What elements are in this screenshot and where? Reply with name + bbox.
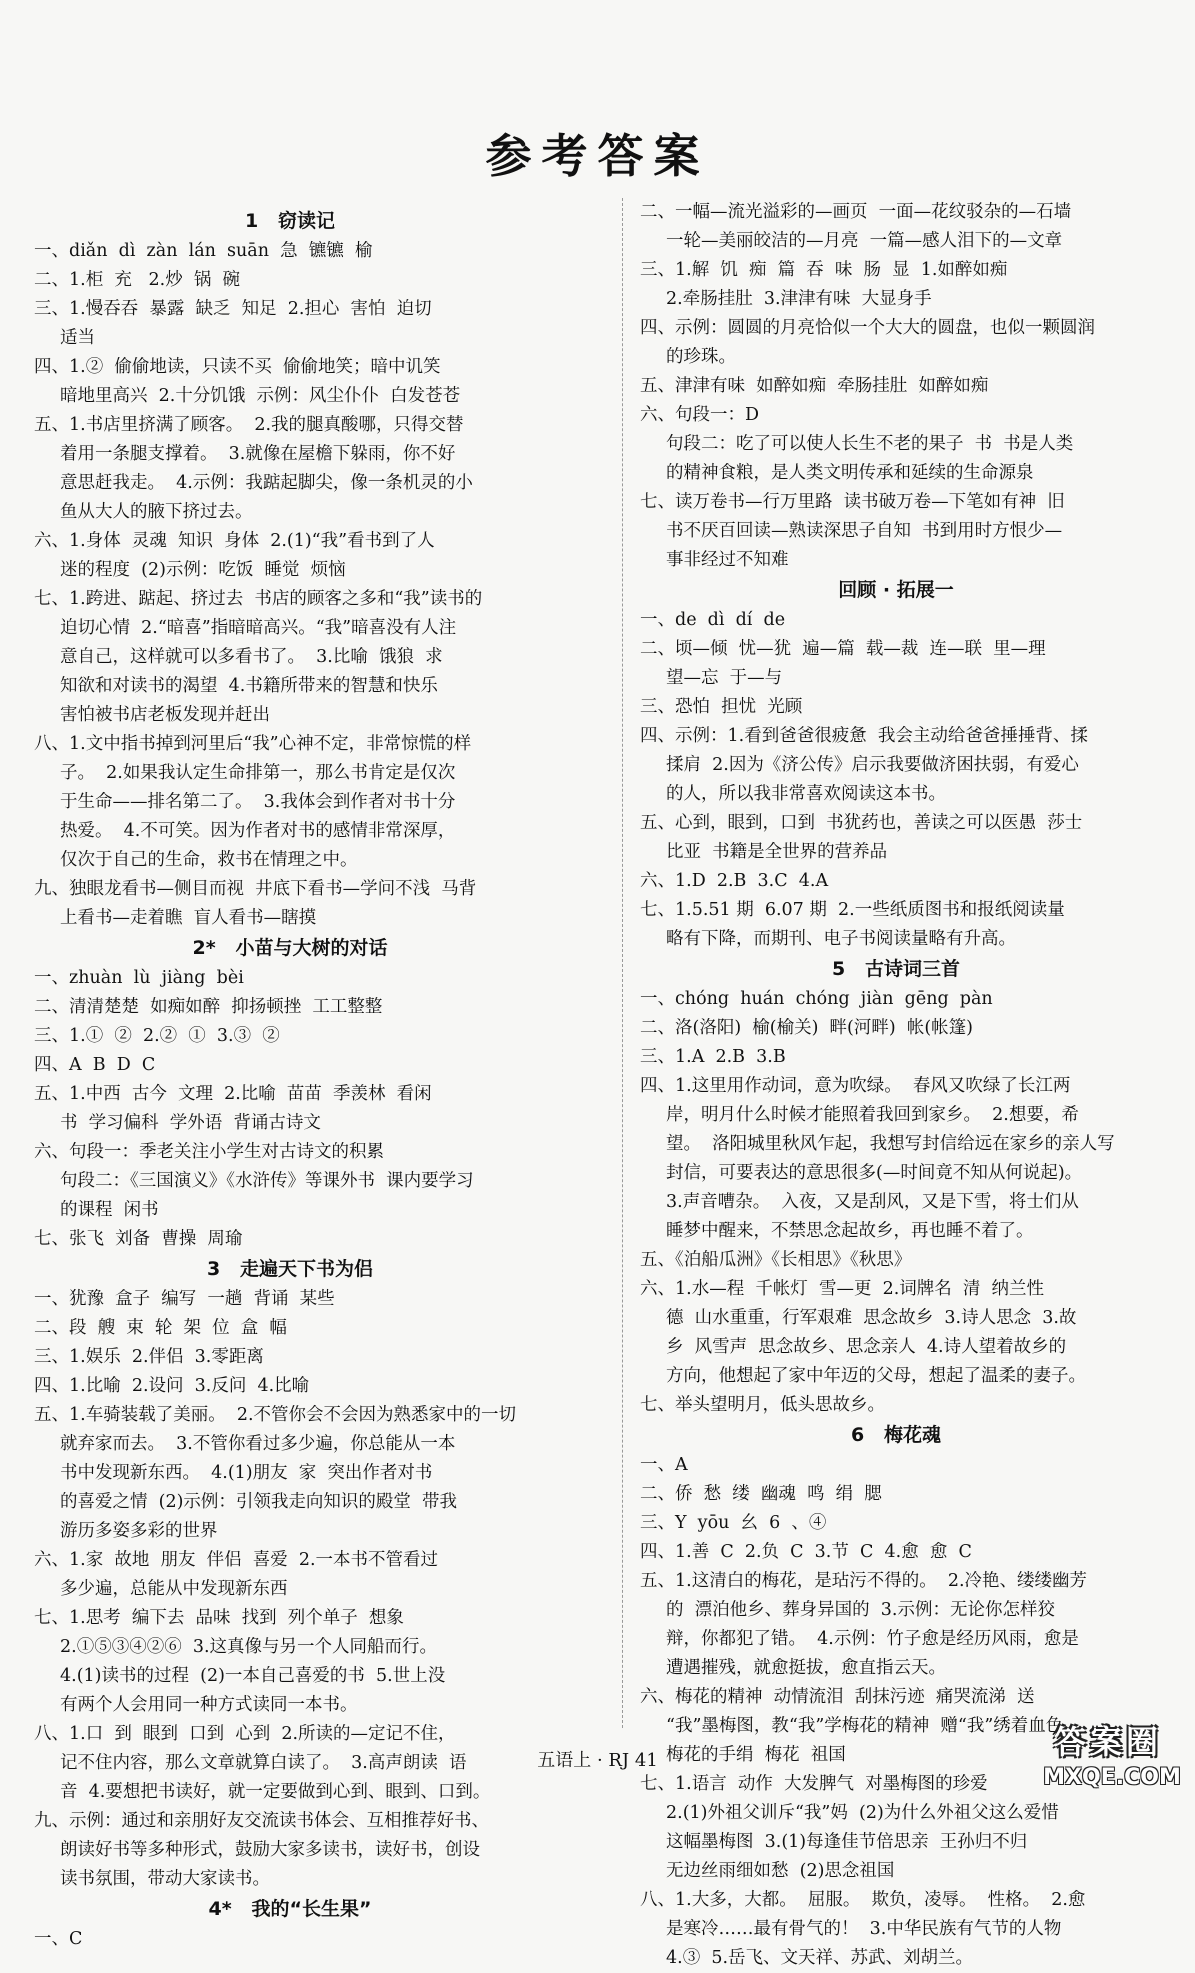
answer-line: 四、1.善 C 2.负 C 3.节 C 4.愈 愈 C [640,1542,972,1562]
answer-line: 望。 洛阳城里秋风乍起，我想写封信给远在家乡的亲人写 [666,1134,1115,1154]
answer-line: 五、1.车骑装载了美丽。 2.不管你会不会因为熟悉家中的一切 [34,1405,517,1425]
answer-line: 的喜爱之情 (2)示例：引领我走向知识的殿堂 带我 [60,1492,458,1512]
answer-line: 二、1.柜 充 2.炒 锅 碗 [34,270,240,290]
section-heading: 1 窃读记 [244,210,336,232]
answer-line: 书中发现新东西。 4.(1)朋友 家 突出作者对书 [60,1463,433,1483]
answer-line: 的珍珠。 [666,347,736,367]
answer-line: 七、张飞 刘备 曹操 周瑜 [34,1229,243,1249]
answer-line: 德 山水重重，行军艰难 思念故乡 3.诗人思念 3.故 [666,1308,1077,1328]
answer-line: 句段二：《三国演义》《水浒传》等课外书 课内要学习 [60,1171,474,1191]
answer-line: 记不住内容，那么文章就算白读了。 3.高声朗读 语 [60,1753,467,1773]
answer-line: 六、句段一：季老关注小学生对古诗文的积累 [34,1142,384,1162]
answer-line: 热爱。 4.不可笑。因为作者对书的感情非常深厚， [60,821,456,841]
answer-line: 六、句段一：D [640,405,760,425]
answer-line: 二、顷—倾 忧—犹 遍—篇 载—裁 连—联 里—理 [640,639,1046,659]
answer-line: 着用一条腿支撑着。 3.就像在屋檐下躲雨，你不好 [60,444,456,464]
section-heading: 6 梅花魂 [850,1424,942,1446]
answer-line: 七、1.语言 动作 大发脾气 对墨梅图的珍爱 [640,1774,988,1794]
answer-line: 乡 风雪声 思念故乡、思念亲人 4.诗人望着故乡的 [666,1337,1067,1357]
answer-line: 一、zhuàn lù jiàng bèi [34,968,244,988]
answer-line: 这幅墨梅图 3.(1)每逢佳节倍思亲 王孙归不归 [666,1832,1028,1852]
answer-line: 一、diǎn dì zàn lán suān 急 镳镳 榆 [34,241,373,261]
answer-line: 岸，明月什么时候才能照着我回到家乡。 2.想要，希 [666,1105,1079,1125]
answer-line: 八、1.口 到 眼到 口到 心到 2.所读的—定记不住， [34,1724,456,1744]
answer-line: 的人，所以我非常喜欢阅读这本书。 [666,784,946,804]
watermark-logo [1037,1722,1187,1792]
answer-line: 六、1.身体 灵魂 知识 身体 2.(1)“我”看书到了人 [34,531,435,551]
answer-line: 五、1.书店里挤满了顾客。 2.我的腿真酸哪，只得交替 [34,415,464,435]
answer-line: 五、心到，眼到，口到 书犹药也，善读之可以医愚 莎士 [640,813,1083,833]
answer-line: 的精神食粮，是人类文明传承和延续的生命源泉 [666,463,1034,483]
answer-line: 二、一幅—流光溢彩的—画页 一面—花纹驳杂的—石墙 [640,202,1072,222]
answer-line: 一、chóng huán chóng jiàn gēng pàn [640,989,993,1009]
answer-line: 六、梅花的精神 动情流泪 刮抹污迹 痛哭流涕 送 [640,1687,1035,1707]
answer-line: 揉肩 2.因为《济公传》启示我要做济困扶弱，有爱心 [666,755,1079,775]
answer-line: 六、1.家 故地 朋友 伴侣 喜爱 2.一本书不管看过 [34,1550,439,1570]
answer-line: 害怕被书店老板发现并赶出 [60,705,270,725]
answer-line: 一、C [34,1929,83,1949]
answer-line: 读书氛围，带动大家读书。 [60,1869,270,1889]
answer-line: 有两个人会用同一种方式读同一本书。 [60,1695,358,1715]
answer-line: 三、1.A 2.B 3.B [640,1047,786,1067]
answer-line: 七、1.5.51 期 6.07 期 2.一些纸质图书和报纸阅读量 [640,900,1065,920]
answer-line: 于生命——排名第二了。 3.我体会到作者对书十分 [60,792,456,812]
answer-line: 知欲和对读书的渴望 4.书籍所带来的智慧和快乐 [60,676,438,696]
answer-line: 无边丝雨细如愁 (2)思念祖国 [666,1861,895,1881]
answer-line: 句段二：吃了可以使人长生不老的果子 书 书是人类 [666,434,1074,454]
answer-line: 五、1.这清白的梅花，是玷污不得的。 2.冷艳、缕缕幽芳 [640,1571,1088,1591]
page-title: 参考答案 [485,129,710,183]
answer-line: 四、示例：1.看到爸爸很疲惫 我会主动给爸爸捶捶背、揉 [640,726,1088,746]
answer-line: 一、犹豫 盒子 编写 一趟 背诵 某些 [34,1289,335,1309]
answer-line: 2.①⑤③④②⑥ 3.这真像与另一个人同船而行。 [60,1637,438,1657]
answer-line: 七、读万卷书—行万里路 读书破万卷—下笔如有神 旧 [640,492,1065,512]
answer-column-left [34,206,546,1949]
answer-line: 仅次于自己的生命，救书在情理之中。 [60,850,358,870]
answer-line: 就弃家而去。 3.不管你看过多少遍，你总能从一本 [60,1434,456,1454]
answer-line: 五、1.中西 古今 文理 2.比喻 苗苗 季羡林 看闲 [34,1084,432,1104]
answer-line: 是寒冷……最有骨气的！ 3.中华民族有气节的人物 [666,1919,1062,1939]
watermark-site-text: MXQE.COM [1043,1765,1181,1790]
answer-line: 二、清清楚楚 如痴如醉 抑扬顿挫 工工整整 [34,997,383,1017]
answer-line: 九、独眼龙看书—侧目而视 井底下看书—学问不浅 马背 [34,879,477,899]
answer-line: 游历多姿多彩的世界 [60,1521,218,1541]
answer-line: 音 4.要想把书读好，就一定要做到心到、眼到、口到。 [60,1782,491,1802]
answer-line: 迫切心情 2.“暗喜”指暗暗高兴。“我”暗喜没有人注 [60,618,457,638]
answer-line: 适当 [60,328,95,348]
answer-line: 意自己，这样就可以多看书了。 3.比喻 饿狼 求 [60,647,443,667]
answer-line: 2.(1)外祖父训斥“我”妈 (2)为什么外祖父这么爱惜 [666,1803,1059,1823]
answer-line: 八、1.大多，大都。 屈服。 欺负，凌辱。 性格。 2.愈 [640,1890,1086,1910]
answer-line: 迷的程度 (2)示例：吃饭 睡觉 烦恼 [60,560,346,580]
answer-line: 睡梦中醒来，不禁思念起故乡，再也睡不着了。 [666,1221,1034,1241]
answer-line: 二、段 艘 束 轮 架 位 盒 幅 [34,1318,287,1338]
answer-line: 二、侨 愁 缕 幽魂 鸣 绢 腮 [640,1484,882,1504]
answer-line: 六、1.D 2.B 3.C 4.A [640,871,829,891]
answer-line: 2.牵肠挂肚 3.津津有味 大显身手 [666,289,932,309]
answer-line: “我”墨梅图，教“我”学梅花的精神 赠“我”绣着血色 [666,1716,1064,1736]
answer-line: 3.声音嘈杂。 入夜，又是刮风，又是下雪，将士们从 [666,1192,1079,1212]
answer-line: 书 学习偏科 学外语 背诵古诗文 [60,1113,321,1133]
answer-line: 二、洛(洛阳) 榆(榆关) 畔(河畔) 帐(帐篷) [640,1018,973,1038]
answer-line: 书不厌百回读—熟读深思子自知 书到用时方恨少— [666,521,1063,541]
answer-line: 上看书—走着瞧 盲人看书—瞎摸 [60,908,317,928]
answer-line: 的课程 闲书 [60,1200,159,1220]
answer-line: 八、1.文中指书掉到河里后“我”心神不定，非常惊慌的样 [34,734,472,754]
section-heading: 5 古诗词三首 [831,958,961,980]
answer-line: 四、1.这里用作动词，意为吹绿。 春风又吹绿了长江两 [640,1076,1071,1096]
answer-line: 比亚 书籍是全世界的营养品 [666,842,888,862]
answer-line: 三、Y yōu 幺 6 、④ [640,1513,827,1533]
section-heading: 4* 我的“长生果” [208,1898,372,1920]
answer-line: 梅花的手绢 梅花 祖国 [666,1745,846,1765]
answer-line: 略有下降，而期刊、电子书阅读量略有升高。 [666,929,1016,949]
answer-line: 朗读好书等多种形式，鼓励大家多读书，读好书，创设 [60,1840,480,1860]
answer-line: 五、津津有味 如醉如痴 牵肠挂肚 如醉如痴 [640,376,989,396]
answer-line: 的 漂泊他乡、葬身异国的 3.示例：无论你怎样狡 [666,1600,1055,1620]
section-heading: 回顾 · 拓展一 [838,579,954,601]
answer-line: 七、1.跨进、踮起、挤过去 书店的顾客之多和“我”读书的 [34,589,483,609]
answer-line: 七、举头望明月，低头思故乡。 [640,1395,885,1415]
answer-line: 三、1.慢吞吞 暴露 缺乏 知足 2.担心 害怕 迫切 [34,299,432,319]
answer-line: 六、1.水—程 千帐灯 雪—更 2.词牌名 清 纳兰性 [640,1279,1045,1299]
answer-line: 四、A B D C [34,1055,156,1075]
answer-line: 事非经过不知难 [666,550,789,570]
watermark-logo-text: 答案圈 [1053,1723,1162,1761]
answer-line: 三、1.娱乐 2.伴侣 3.零距离 [34,1347,264,1367]
answer-line: 4.③ 5.岳飞、文天祥、苏武、刘胡兰。 [666,1948,974,1968]
answer-line: 一轮—美丽皎洁的—月亮 一篇—感人泪下的—文章 [666,231,1063,251]
answer-line: 暗地里高兴 2.十分饥饿 示例：风尘仆仆 白发苍苍 [60,386,461,406]
answer-line: 七、1.思考 编下去 品味 找到 列个单子 想象 [34,1608,404,1628]
answer-line: 四、示例：圆圆的月亮恰似一个大大的圆盘，也似一颗圆润 [640,318,1095,338]
answer-line: 4.(1)读书的过程 (2)一本自己喜爱的书 5.世上没 [60,1666,446,1686]
answer-line: 四、1.比喻 2.设问 3.反问 4.比喻 [34,1376,310,1396]
section-heading: 3 走遍天下书为侣 [206,1258,374,1280]
answer-line: 方向，他想起了家中年迈的父母，想起了温柔的妻子。 [666,1366,1086,1386]
answer-line: 辩，你都犯了错。 4.示例：竹子愈是经历风雨，愈是 [666,1629,1079,1649]
answer-line: 遭遇摧残，就愈挺拔，愈直指云天。 [666,1658,946,1678]
answer-line: 鱼从大人的腋下挤过去。 [60,502,253,522]
answer-line: 意思赶我走。 4.示例：我踮起脚尖，像一条机灵的小 [60,473,473,493]
answer-line: 三、恐怕 担忧 光顾 [640,697,803,717]
answer-line: 九、示例：通过和亲朋好友交流读书体会、互相推荐好书、 [34,1811,489,1831]
answer-line: 望—忘 于—与 [666,668,783,688]
answer-line: 多少遍，总能从中发现新东西 [60,1579,288,1599]
answer-line: 子。 2.如果我认定生命排第一，那么书肯定是仅次 [60,763,456,783]
answer-line: 三、1.解 饥 痴 篇 吞 味 肠 显 1.如醉如痴 [640,260,1008,280]
column-divider [622,198,624,1728]
answer-line: 四、1.② 偷偷地读，只读不买 偷偷地笑；暗中讥笑 [34,357,441,377]
answer-line: 三、1.① ② 2.② ① 3.③ ② [34,1026,280,1046]
section-heading: 2* 小苗与大树的对话 [192,937,388,959]
answer-line: 五、《泊船瓜洲》《长相思》《秋思》 [640,1250,912,1270]
answer-line: 封信，可要表达的意思很多(—时间竟不知从何说起)。 [666,1163,1083,1183]
answer-line: 一、A [640,1455,688,1475]
answer-line: 一、de dì dí de [640,610,786,630]
page-footer: 五语上 · RJ 41 [537,1750,658,1771]
